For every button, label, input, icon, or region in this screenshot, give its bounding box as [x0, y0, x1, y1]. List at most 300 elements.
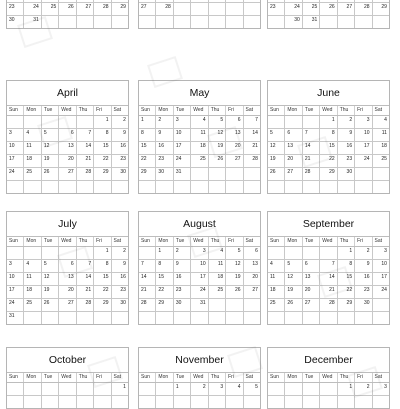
day-cell [77, 181, 94, 193]
day-cell [355, 273, 372, 285]
weekday-label: Fri [355, 237, 372, 246]
day-number: 26 [287, 300, 293, 306]
day-cell [77, 168, 94, 180]
day-cell [320, 247, 337, 259]
day-cell [59, 142, 76, 154]
day-cell [226, 181, 243, 193]
day-number: 6 [237, 117, 241, 123]
weekday-label: Thu [77, 106, 94, 115]
weekday-label: Sat [245, 107, 254, 113]
day-cell [244, 260, 260, 272]
day-cell [94, 16, 111, 28]
day-number: 31 [200, 300, 206, 306]
day-cell [112, 260, 128, 272]
day-number: 26 [68, 4, 74, 10]
day-cell [42, 383, 59, 395]
weekday-label: Wed [320, 106, 337, 115]
day-number: 23 [120, 156, 126, 162]
day-cell [139, 3, 156, 15]
month-calendar [6, 80, 129, 194]
day-cell [268, 260, 285, 272]
day-number: 8 [349, 261, 353, 267]
day-cell [191, 383, 208, 395]
day-cell [320, 155, 337, 167]
weekday-label: Mon [285, 106, 302, 115]
day-cell [338, 116, 355, 128]
day-cell [303, 260, 320, 272]
day-number: 31 [311, 17, 318, 23]
day-cell [59, 129, 76, 141]
day-number: 26 [270, 169, 276, 175]
day-cell [94, 273, 111, 285]
day-cell [42, 116, 59, 128]
day-cell [24, 312, 41, 324]
day-cell [244, 16, 260, 28]
day-cell [268, 3, 285, 15]
day-cell [94, 116, 111, 128]
week-row [268, 3, 389, 16]
weekday-label: Sun [139, 237, 156, 246]
day-number: 5 [255, 384, 258, 390]
day-cell [156, 168, 173, 180]
day-cell [112, 16, 128, 28]
day-cell [268, 155, 285, 167]
day-number: 28 [141, 300, 147, 306]
day-cell [156, 312, 173, 324]
day-cell [244, 286, 260, 298]
day-number: 26 [329, 4, 335, 10]
day-number: 23 [120, 287, 126, 293]
day-cell [24, 383, 41, 395]
day-cell [77, 247, 94, 259]
day-cell [373, 142, 389, 154]
day-cell [191, 155, 208, 167]
day-cell [191, 0, 208, 2]
day-cell [191, 16, 208, 28]
day-cell [59, 16, 76, 28]
day-number: 25 [26, 300, 32, 306]
day-cell [94, 286, 111, 298]
day-number: 21 [304, 156, 311, 162]
day-cell [338, 396, 355, 408]
day-cell [303, 3, 320, 15]
day-cell [42, 286, 59, 298]
day-number: 15 [346, 274, 353, 280]
month-title: October [7, 348, 128, 373]
day-cell [226, 155, 243, 167]
day-number: 23 [9, 4, 15, 10]
day-cell [244, 3, 260, 15]
day-cell [94, 181, 111, 193]
day-number: 30 [158, 169, 164, 175]
day-cell [191, 273, 208, 285]
day-cell [7, 312, 24, 324]
weekday-label: Fri [94, 106, 111, 115]
day-number: 28 [329, 300, 335, 306]
day-number: 24 [381, 287, 387, 293]
day-cell [77, 129, 94, 141]
week-row [268, 168, 389, 181]
day-cell [373, 3, 389, 15]
day-number: 2 [366, 384, 370, 390]
day-number: 13 [287, 143, 293, 149]
day-cell [303, 396, 320, 408]
day-cell [209, 299, 226, 311]
day-number: 20 [304, 287, 311, 293]
week-row [268, 312, 389, 324]
day-cell [77, 0, 94, 2]
weekday-label: Mon [285, 237, 302, 246]
day-cell [77, 273, 94, 285]
day-cell [77, 155, 94, 167]
day-cell [156, 16, 173, 28]
day-number: 3 [384, 248, 387, 254]
day-cell [320, 312, 337, 324]
day-number: 23 [363, 287, 370, 293]
day-number: 2 [175, 248, 179, 254]
weekday-label: Wed [59, 237, 76, 246]
day-number: 15 [329, 143, 335, 149]
day-number: 3 [9, 261, 12, 267]
day-number: 28 [85, 169, 92, 175]
day-number: 6 [70, 130, 74, 136]
weekday-header [7, 237, 128, 247]
day-number: 22 [346, 287, 353, 293]
day-number: 7 [88, 130, 92, 136]
weekday-label: Wed [191, 373, 208, 382]
day-number: 8 [141, 130, 144, 136]
day-cell [59, 155, 76, 167]
day-cell [268, 312, 285, 324]
day-cell [24, 129, 41, 141]
day-cell [355, 142, 372, 154]
day-number: 25 [311, 4, 318, 10]
week-row [268, 260, 389, 273]
weekday-label: Mon [24, 237, 41, 246]
day-cell [209, 116, 226, 128]
day-cell [42, 3, 59, 15]
day-number: 9 [123, 130, 126, 136]
day-number: 22 [102, 287, 109, 293]
day-cell [7, 129, 24, 141]
day-number: 7 [304, 130, 308, 136]
day-number: 30 [9, 17, 15, 23]
day-cell [226, 142, 243, 154]
day-cell [112, 299, 128, 311]
day-cell [320, 168, 337, 180]
day-cell [156, 299, 173, 311]
day-number: 18 [217, 274, 224, 280]
weekday-label: Wed [59, 106, 76, 115]
day-cell [373, 383, 389, 395]
day-cell [94, 0, 111, 2]
day-number: 2 [123, 248, 126, 254]
day-cell [59, 3, 76, 15]
day-number: 18 [200, 143, 206, 149]
day-number: 26 [217, 156, 224, 162]
day-number: 27 [304, 300, 311, 306]
day-number: 30 [175, 300, 182, 306]
day-number: 10 [200, 261, 206, 267]
day-cell [7, 299, 24, 311]
day-cell [355, 129, 372, 141]
day-number: 8 [105, 130, 109, 136]
day-cell [156, 181, 173, 193]
day-cell [355, 3, 372, 15]
day-cell [285, 247, 302, 259]
weekday-label: Sat [245, 374, 254, 380]
day-number: 14 [85, 274, 92, 280]
day-cell [7, 396, 24, 408]
week-row [139, 116, 260, 129]
day-cell [285, 142, 302, 154]
day-number: 19 [43, 287, 50, 293]
day-number: 19 [43, 156, 50, 162]
weekday-label: Thu [338, 373, 355, 382]
day-number: 26 [234, 287, 241, 293]
day-cell [209, 396, 226, 408]
week-row [268, 155, 389, 168]
day-cell [355, 16, 372, 28]
day-number: 2 [123, 117, 126, 123]
day-number: 3 [9, 130, 12, 136]
weekday-label: Sun [139, 373, 156, 382]
day-number: 24 [9, 300, 15, 306]
day-number: 9 [158, 130, 162, 136]
weekday-label: Wed [320, 237, 337, 246]
weekday-label: Tue [42, 237, 59, 246]
day-number: 27 [68, 169, 74, 175]
day-number: 13 [252, 261, 258, 267]
day-cell [59, 273, 76, 285]
day-number: 22 [158, 287, 164, 293]
day-cell [77, 3, 94, 15]
day-cell [373, 116, 389, 128]
day-cell [209, 273, 226, 285]
day-cell [77, 16, 94, 28]
day-number: 6 [70, 261, 74, 267]
day-number: 12 [270, 143, 276, 149]
week-row [139, 260, 260, 273]
weekday-header [139, 373, 260, 383]
day-number: 15 [102, 143, 109, 149]
day-number: 16 [346, 143, 353, 149]
day-cell [209, 286, 226, 298]
day-number: 2 [366, 248, 370, 254]
week-row [7, 181, 128, 193]
day-cell [42, 299, 59, 311]
day-cell [139, 260, 156, 272]
day-number: 5 [237, 248, 241, 254]
day-number: 15 [158, 274, 164, 280]
day-cell [285, 16, 302, 28]
day-number: 25 [381, 156, 387, 162]
day-number: 10 [363, 130, 370, 136]
day-number: 12 [287, 274, 293, 280]
day-number: 24 [363, 156, 370, 162]
month-calendar [6, 211, 129, 325]
week-row [7, 299, 128, 312]
day-number: 2 [202, 384, 206, 390]
day-cell [174, 396, 191, 408]
day-cell [226, 299, 243, 311]
day-cell [112, 168, 128, 180]
day-cell [285, 260, 302, 272]
week-row [7, 383, 128, 396]
day-number: 3 [366, 117, 370, 123]
month-title: August [139, 212, 260, 237]
weekday-label: Sun [7, 106, 24, 115]
month-calendar [138, 211, 261, 325]
day-cell [338, 0, 355, 2]
day-cell [338, 16, 355, 28]
month-title: June [268, 81, 389, 106]
day-cell [174, 16, 191, 28]
day-cell [156, 155, 173, 167]
day-cell [174, 383, 191, 395]
week-row [268, 16, 389, 28]
day-cell [112, 286, 128, 298]
day-cell [174, 3, 191, 15]
day-number: 18 [381, 143, 387, 149]
weekday-header [268, 237, 389, 247]
day-cell [7, 181, 24, 193]
day-cell [59, 260, 76, 272]
day-cell [244, 273, 260, 285]
weekday-header [139, 106, 260, 116]
day-number: 25 [270, 300, 276, 306]
month-title: May [139, 81, 260, 106]
day-cell [174, 299, 191, 311]
day-number: 22 [141, 156, 147, 162]
weekday-label: Fri [94, 237, 111, 246]
day-number: 24 [200, 287, 206, 293]
day-number: 16 [363, 274, 370, 280]
day-cell [285, 396, 302, 408]
day-cell [355, 181, 372, 193]
day-cell [244, 116, 260, 128]
week-row [7, 260, 128, 273]
day-cell [226, 260, 243, 272]
day-cell [226, 247, 243, 259]
day-number: 6 [287, 130, 291, 136]
day-cell [191, 129, 208, 141]
weekday-label: Thu [77, 373, 94, 382]
day-number: 5 [43, 130, 47, 136]
day-number: 6 [304, 261, 308, 267]
week-row [139, 155, 260, 168]
day-cell [156, 286, 173, 298]
day-cell [174, 168, 191, 180]
day-cell [355, 0, 372, 2]
week-row [7, 168, 128, 181]
day-cell [303, 299, 320, 311]
day-cell [244, 0, 260, 2]
day-cell [320, 383, 337, 395]
day-number: 19 [234, 274, 241, 280]
day-cell [94, 299, 111, 311]
day-number: 27 [85, 4, 92, 10]
day-number: 27 [252, 287, 258, 293]
day-cell [268, 168, 285, 180]
day-cell [355, 260, 372, 272]
day-cell [338, 181, 355, 193]
day-cell [112, 383, 128, 395]
day-number: 7 [331, 261, 335, 267]
day-number: 25 [26, 169, 32, 175]
day-cell [355, 286, 372, 298]
weekday-label: Fri [355, 106, 372, 115]
day-cell [174, 155, 191, 167]
day-cell [42, 260, 59, 272]
day-number: 5 [287, 261, 291, 267]
day-cell [209, 16, 226, 28]
day-cell [24, 299, 41, 311]
day-cell [268, 129, 285, 141]
weekday-label: Wed [191, 106, 208, 115]
weekday-label: Sat [113, 107, 122, 113]
day-cell [7, 116, 24, 128]
day-cell [303, 273, 320, 285]
day-cell [7, 168, 24, 180]
day-cell [7, 142, 24, 154]
day-cell [139, 181, 156, 193]
day-cell [24, 181, 41, 193]
week-row [268, 286, 389, 299]
day-number: 15 [141, 143, 147, 149]
day-cell [285, 312, 302, 324]
day-cell [226, 273, 243, 285]
weekday-label: Tue [303, 237, 320, 246]
week-row [7, 155, 128, 168]
day-cell [209, 142, 226, 154]
day-number: 1 [158, 248, 162, 254]
day-number: 17 [175, 143, 182, 149]
day-cell [139, 299, 156, 311]
day-cell [156, 383, 173, 395]
day-cell [156, 142, 173, 154]
day-cell [285, 3, 302, 15]
day-cell [373, 260, 389, 272]
week-row [7, 286, 128, 299]
day-number: 9 [123, 261, 126, 267]
day-cell [59, 168, 76, 180]
day-number: 21 [85, 287, 92, 293]
day-number: 24 [175, 156, 182, 162]
day-number: 3 [175, 117, 179, 123]
day-number: 21 [85, 156, 92, 162]
day-number: 1 [123, 384, 126, 390]
day-cell [268, 0, 285, 2]
day-cell [226, 0, 243, 2]
day-cell [24, 286, 41, 298]
weekday-label: Sun [268, 237, 285, 246]
weekday-label: Tue [174, 237, 191, 246]
day-cell [268, 116, 285, 128]
day-cell [174, 181, 191, 193]
weekday-label: Sun [268, 373, 285, 382]
day-cell [112, 0, 128, 2]
day-number: 14 [304, 143, 311, 149]
day-cell [338, 129, 355, 141]
day-number: 3 [220, 384, 224, 390]
day-cell [303, 16, 320, 28]
week-row [7, 312, 128, 324]
day-cell [244, 142, 260, 154]
week-row [268, 396, 389, 408]
day-cell [59, 247, 76, 259]
weekday-label: Fri [94, 373, 111, 382]
